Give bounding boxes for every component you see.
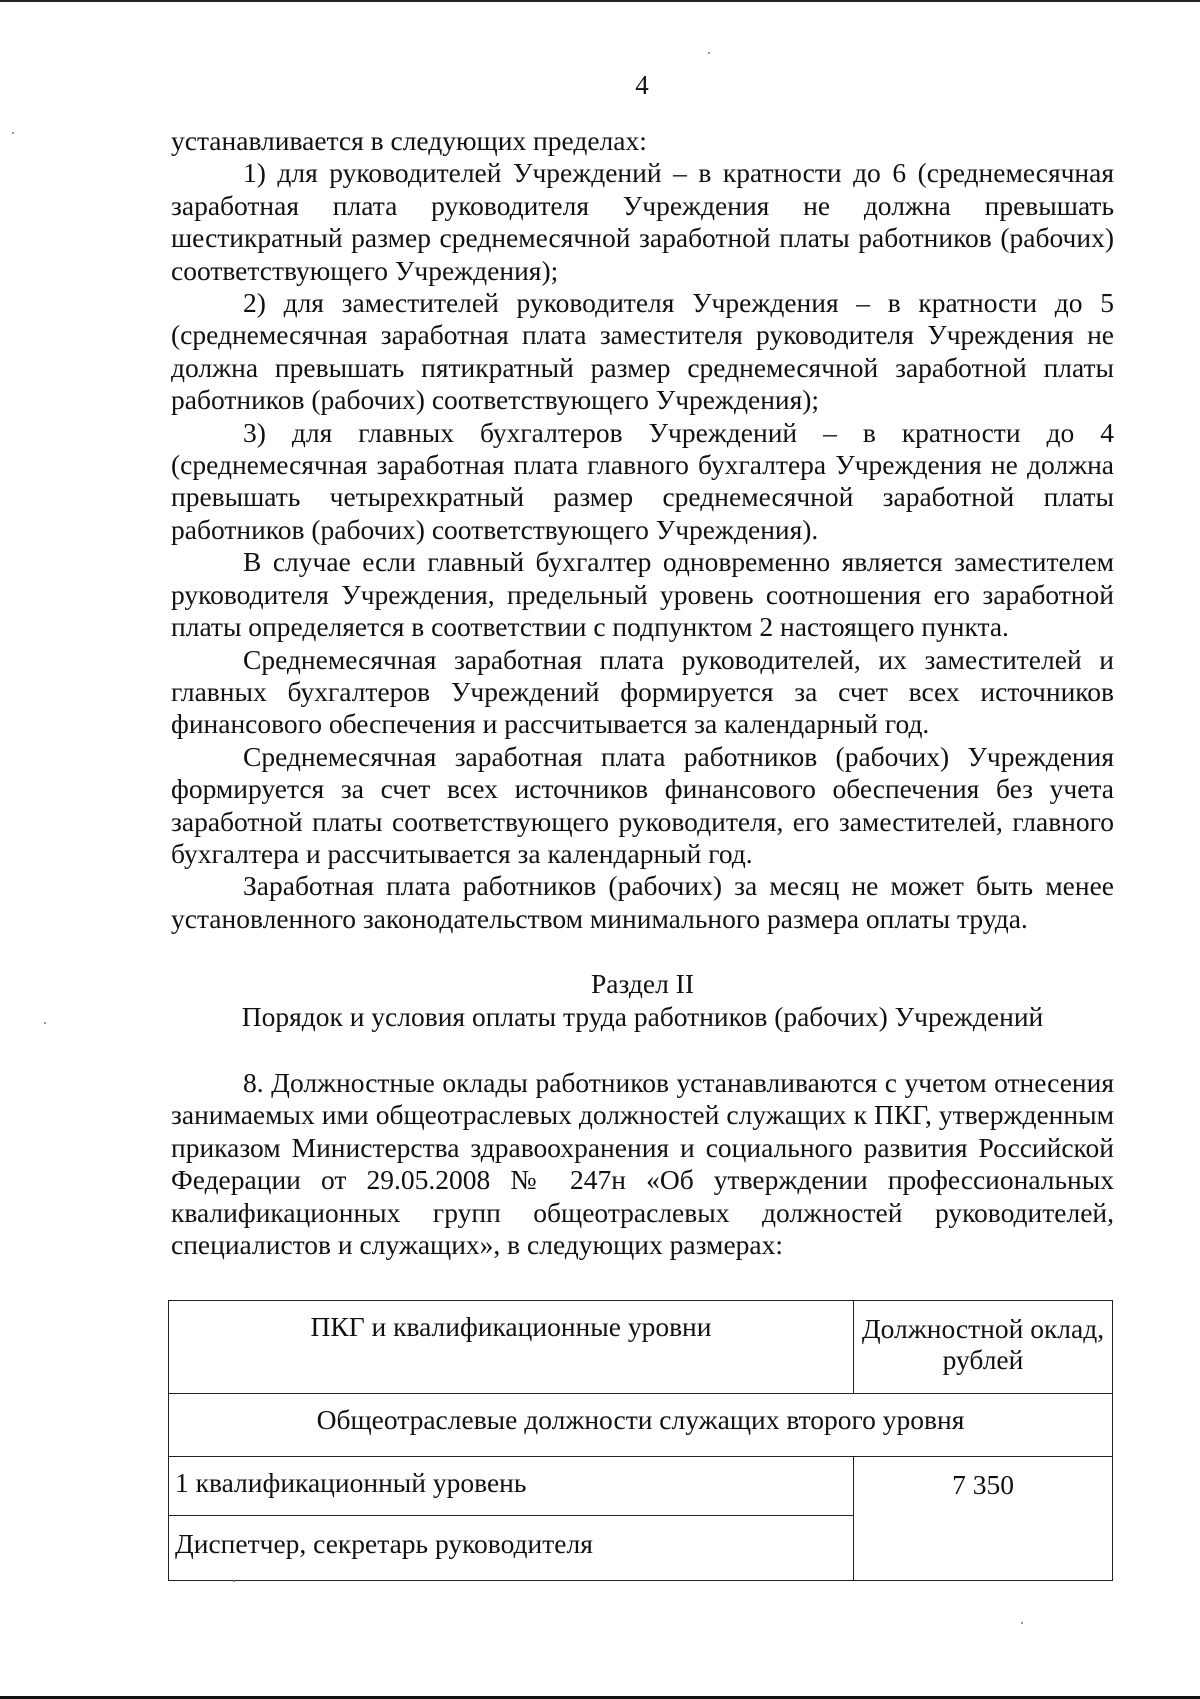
salary-table [168,1300,1113,1581]
scan-speck [708,52,710,54]
table-cell-positions: Диспетчер, секретарь руководителя [169,1516,854,1581]
table-header-qualification: ПКГ и квалификационные уровни [169,1301,854,1394]
table-group-row [169,1394,1113,1457]
scan-edge-top [0,0,1200,2]
paragraph: Заработная плата работников (рабочих) за месяц не может быть менее установленного законодательством минимального размера оплаты труда. [171,870,1114,934]
table-header-row [169,1301,1113,1394]
document-body [171,125,1114,1261]
section-title: Порядок и условия оплаты труда работников (рабочих) Учреждений [241,1000,1044,1032]
paragraph: устанавливается в следующих пределах: [171,125,647,156]
paragraph: В случае если главный бухгалтер одновременно является заместителем руководителя Учреждения, предельный уровень соотношения его заработной платы определяется в соответствии с подпунктом 2 настоящего пункта. [171,546,1114,643]
table-cell-level: 1 квалификационный уровень [169,1457,854,1516]
paragraph: 3) для главных бухгалтеров Учреждений – в кратности до 4 (среднемесячная заработная плата главного бухгалтера Учреждения не должна превышать четырехкратный размер среднемесячной заработной платы работников (рабочих) соответствующего Учреждения). [171,416,1114,545]
clause-8: 8. Должностные оклады работников устанавливаются с учетом отнесения занимаемых ими общеотраслевых должностей служащих к ПКГ, утвержденным приказом Министерства здравоохранения и социального развития Российской Федерации от 29.05.2008 № 247н «Об утверждении профессиональных квалификационных групп общеотраслевых должностей руководителей, специалистов и служащих», в следующих размерах: [171,1066,1114,1260]
paragraph: Среднемесячная заработная плата работников (рабочих) Учреждения формируется за счет всех источников финансового обеспечения без учета заработной платы соответствующего руководителя, его заместителей, главного бухгалтера и рассчитывается за календарный год. [171,740,1114,869]
paragraph: Среднемесячная заработная плата руководителей, их заместителей и главных бухгалтеров Учреждений формируется за счет всех источников финансового обеспечения и рассчитывается за календарный год. [171,643,1114,740]
section-label: Раздел II [591,968,694,1000]
table-group-title: Общеотраслевые должности служащих второго уровня [169,1394,1113,1457]
scan-speck [12,132,14,134]
table-header-salary: Должностной оклад, рублей [854,1301,1113,1394]
page-number: 4 [635,70,649,100]
scan-speck [233,1580,235,1582]
scan-speck [44,1022,46,1024]
paragraph: 2) для заместителей руководителя Учреждения – в кратности до 5 (среднемесячная заработная плата заместителя руководителя Учреждения не должна превышать пятикратный размер среднемесячной заработной платы работников (рабочих) соответствующего Учреждения); [171,287,1114,416]
paragraph: 1) для руководителей Учреждений – в кратности до 6 (среднемесячная заработная плата руководителя Учреждения не должна превышать шестикратный размер среднемесячной заработной платы работников (рабочих) соответствующего Учреждения); [171,157,1114,286]
table-row [169,1457,1113,1516]
table-cell-salary: 7 350 [854,1457,1113,1581]
scan-speck [1021,1622,1023,1624]
